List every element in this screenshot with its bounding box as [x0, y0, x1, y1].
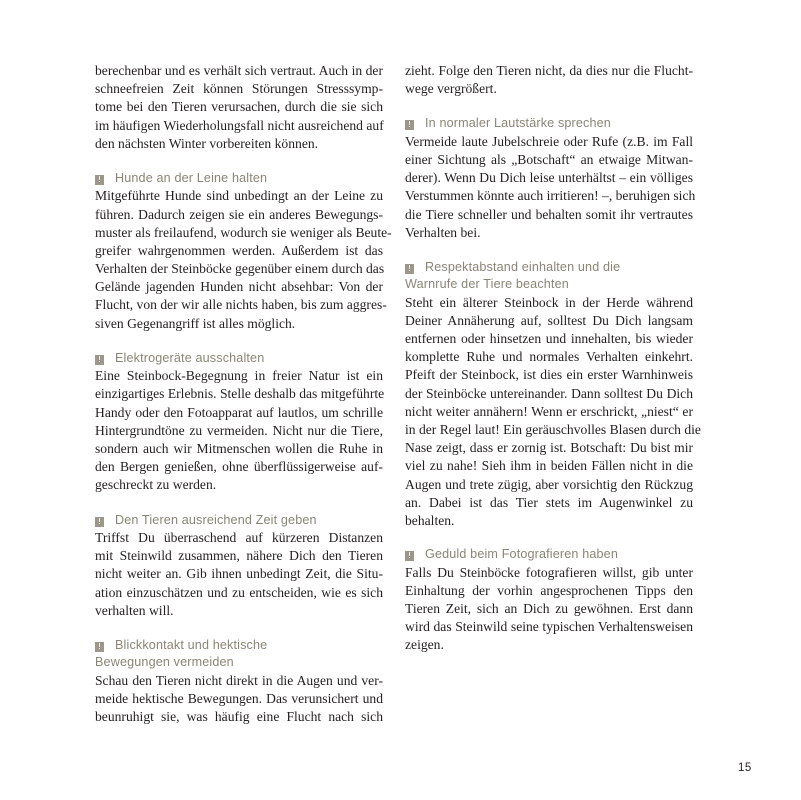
section-body — [95, 367, 383, 494]
text-line: Gelände jagenden Hunden nicht absehbar: Von der — [95, 279, 383, 295]
text-line: Deiner Annäherung auf, solltest Du Dich langsam — [405, 312, 693, 328]
text-line: behalten. — [405, 512, 455, 528]
text-line: Augen und trete zügig, aber vorsichtig den Rückzug — [405, 476, 693, 492]
text-line: Steht ein älterer Steinbock in der Herde während — [405, 294, 693, 310]
exclamation-icon: ! — [405, 551, 414, 561]
section-normal-volume — [405, 115, 696, 242]
section-heading — [405, 546, 693, 563]
section-heading — [95, 170, 383, 187]
text-line: siven Gegenangriff ist alles möglich. — [95, 315, 296, 331]
text-line: beunruhigt sie, was häufig eine Flucht nach sich — [95, 709, 383, 725]
text-line: geschreckt zu werden. — [95, 477, 217, 493]
right-column — [405, 62, 701, 655]
section-electronics-off — [95, 350, 383, 495]
text-line: einzigartiges Erlebnis. Stelle deshalb das mitgeführte — [95, 386, 385, 402]
text-line: den Bergen genießen, ohne überflüssigerweise auf- — [95, 459, 383, 475]
exclamation-icon: ! — [95, 517, 104, 527]
text-line: Vermeide laute Jubelschreie oder Rufe (z.B. im Fall — [405, 133, 693, 149]
section-body — [95, 529, 383, 620]
text-line: Triffst Du überraschend auf kürzeren Distanzen — [95, 529, 383, 545]
heading-line: Respektabstand einhalten und die — [425, 259, 621, 274]
text-line: tome bei den Tieren verursachen, durch die sie sich — [95, 99, 383, 115]
heading-line: Geduld beim Fotografieren haben — [425, 547, 618, 562]
section-heading — [95, 350, 383, 367]
page-number: 15 — [738, 762, 752, 774]
text-line: komplette Ruhe und normales Verhalten einkehrt. — [405, 349, 693, 365]
heading-line: Warnrufe der Tiere beachten — [405, 277, 569, 292]
section-body — [95, 187, 392, 333]
text-line: ation einzuschätzen und zu entscheiden, wie es sich — [95, 584, 383, 600]
heading-line: Hunde an der Leine halten — [115, 170, 268, 185]
text-line: muster als freilaufend, wodurch sie weniger als Beute- — [95, 224, 392, 240]
section-heading — [95, 637, 383, 672]
text-line: verhalten will. — [95, 602, 174, 618]
text-line: nicht weiter an. Gib ihnen unbedingt Zeit, die Situ- — [95, 566, 383, 582]
text-line: mit Steinwild zusammen, nähere Dich den Tieren — [95, 548, 383, 564]
heading-line: Bewegungen vermeiden — [95, 655, 234, 670]
exclamation-icon: ! — [405, 264, 414, 274]
exclamation-icon: ! — [95, 642, 104, 652]
section-give-time — [95, 512, 383, 620]
text-line: einer Sichtung als „Botschaft“ an etwaige Mitwan- — [405, 151, 693, 167]
text-line: Verhalten bei. — [405, 224, 481, 240]
text-line: zeigen. — [405, 637, 444, 653]
exclamation-icon: ! — [95, 355, 104, 365]
text-line: Tieren Zeit, sich an Dich zu gewöhnen. Erst dann — [405, 600, 693, 616]
heading-line: In normaler Lautstärke sprechen — [425, 116, 611, 131]
text-line: Einhaltung der vorhin angesprochenen Tipps den — [405, 582, 693, 598]
text-line: entfernen oder hinsetzen und innehalten, bis wieder — [405, 331, 693, 347]
text-line: Verhalten der Steinböcke gegenüber einem durch das — [95, 261, 385, 277]
text-line: greifer wahrgenommen werden. Außerdem ist das — [95, 242, 383, 258]
section-dogs-on-leash — [95, 170, 392, 333]
section-heading — [405, 115, 693, 132]
text-line: Handy oder den Fotoapparat auf lautlos, um schrille — [95, 404, 383, 420]
text-line: viel zu nahe! Sieh ihm in beiden Fällen nicht in die — [405, 458, 693, 474]
intro-paragraph — [95, 62, 383, 153]
text-line: Eine Steinbock-Begegnung in freier Natur ist ein — [95, 368, 383, 384]
text-line: den nächsten Winter vorbereiten können. — [95, 135, 319, 151]
section-body — [405, 133, 696, 242]
text-line: die Tiere schneller und behalten somit ihr vertrautes — [405, 206, 693, 222]
text-line: an. Dabei ist das Tier stets im Augenwinkel zu — [405, 494, 693, 510]
section-heading — [95, 512, 383, 529]
section-eye-contact — [95, 637, 383, 726]
text-line: berechenbar und es verhält sich vertraut. Auch in der — [95, 63, 383, 78]
section-keep-distance — [405, 259, 701, 530]
text-line: derer). Wenn Du Dich leise unterhältst – ein völliges — [405, 170, 693, 186]
text-line: wege vergrößert. — [405, 81, 497, 97]
section-body — [405, 564, 693, 655]
heading-line: Blickkontakt und hektische — [115, 637, 268, 652]
heading-line: Elektrogeräte ausschalten — [115, 350, 265, 365]
exclamation-icon: ! — [405, 120, 414, 130]
text-line: führen. Dadurch zeigen sie ein anderes Bewegungs- — [95, 206, 383, 222]
text-line: im häufigen Wiederholungsfall nicht ausreichend auf — [95, 117, 384, 133]
text-line: Nase zeigt, dass er zornig ist. Botschaft: Du bist mir — [405, 440, 693, 456]
text-line: Pfeift der Steinbock, ist dies ein erster Warnhinweis — [405, 367, 693, 383]
text-line: Schau den Tieren nicht direkt in die Augen und ver- — [95, 672, 383, 688]
exclamation-icon: ! — [95, 175, 104, 185]
section-photography-patience — [405, 546, 693, 654]
text-line: Hintergrundtöne zu vermeiden. Nicht nur die Tiere, — [95, 422, 383, 438]
heading-line: Den Tieren ausreichend Zeit geben — [115, 512, 317, 527]
text-line: sondern auch wir Mitmenschen wollen die Ruhe in — [95, 441, 383, 456]
left-column — [95, 62, 392, 726]
text-line: Verstummen könnte auch irritieren! –, beruhigen sich — [405, 188, 696, 204]
text-line: der Steinböcke untereinander. Dann solltest Du Dich — [405, 385, 693, 401]
intro-paragraph — [405, 62, 693, 98]
section-body — [95, 672, 383, 727]
text-line: Mitgeführte Hunde sind unbedingt an der Leine zu — [95, 188, 383, 204]
text-line: meide hektische Bewegungen. Das verunsichert und — [95, 690, 383, 706]
text-line: Flucht, von der wir alle nichts haben, bis zum aggres- — [95, 297, 387, 313]
section-body — [405, 294, 701, 530]
text-line: schneefreien Zeit können Störungen Stresssymp- — [95, 81, 383, 97]
text-line: nicht weiter annähern! Wenn er erschrickt, „niest“ er — [405, 403, 693, 419]
text-line: zieht. Folge den Tieren nicht, da dies nur die Flucht- — [405, 63, 693, 78]
text-line: in der Regel laut! Ein geräuschvolles Blasen durch die — [405, 422, 701, 438]
text-line: wird das Steinwild seine typischen Verhaltensweisen — [405, 619, 693, 635]
text-line: Falls Du Steinböcke fotografieren willst, gib unter — [405, 564, 693, 580]
section-heading — [405, 259, 693, 294]
